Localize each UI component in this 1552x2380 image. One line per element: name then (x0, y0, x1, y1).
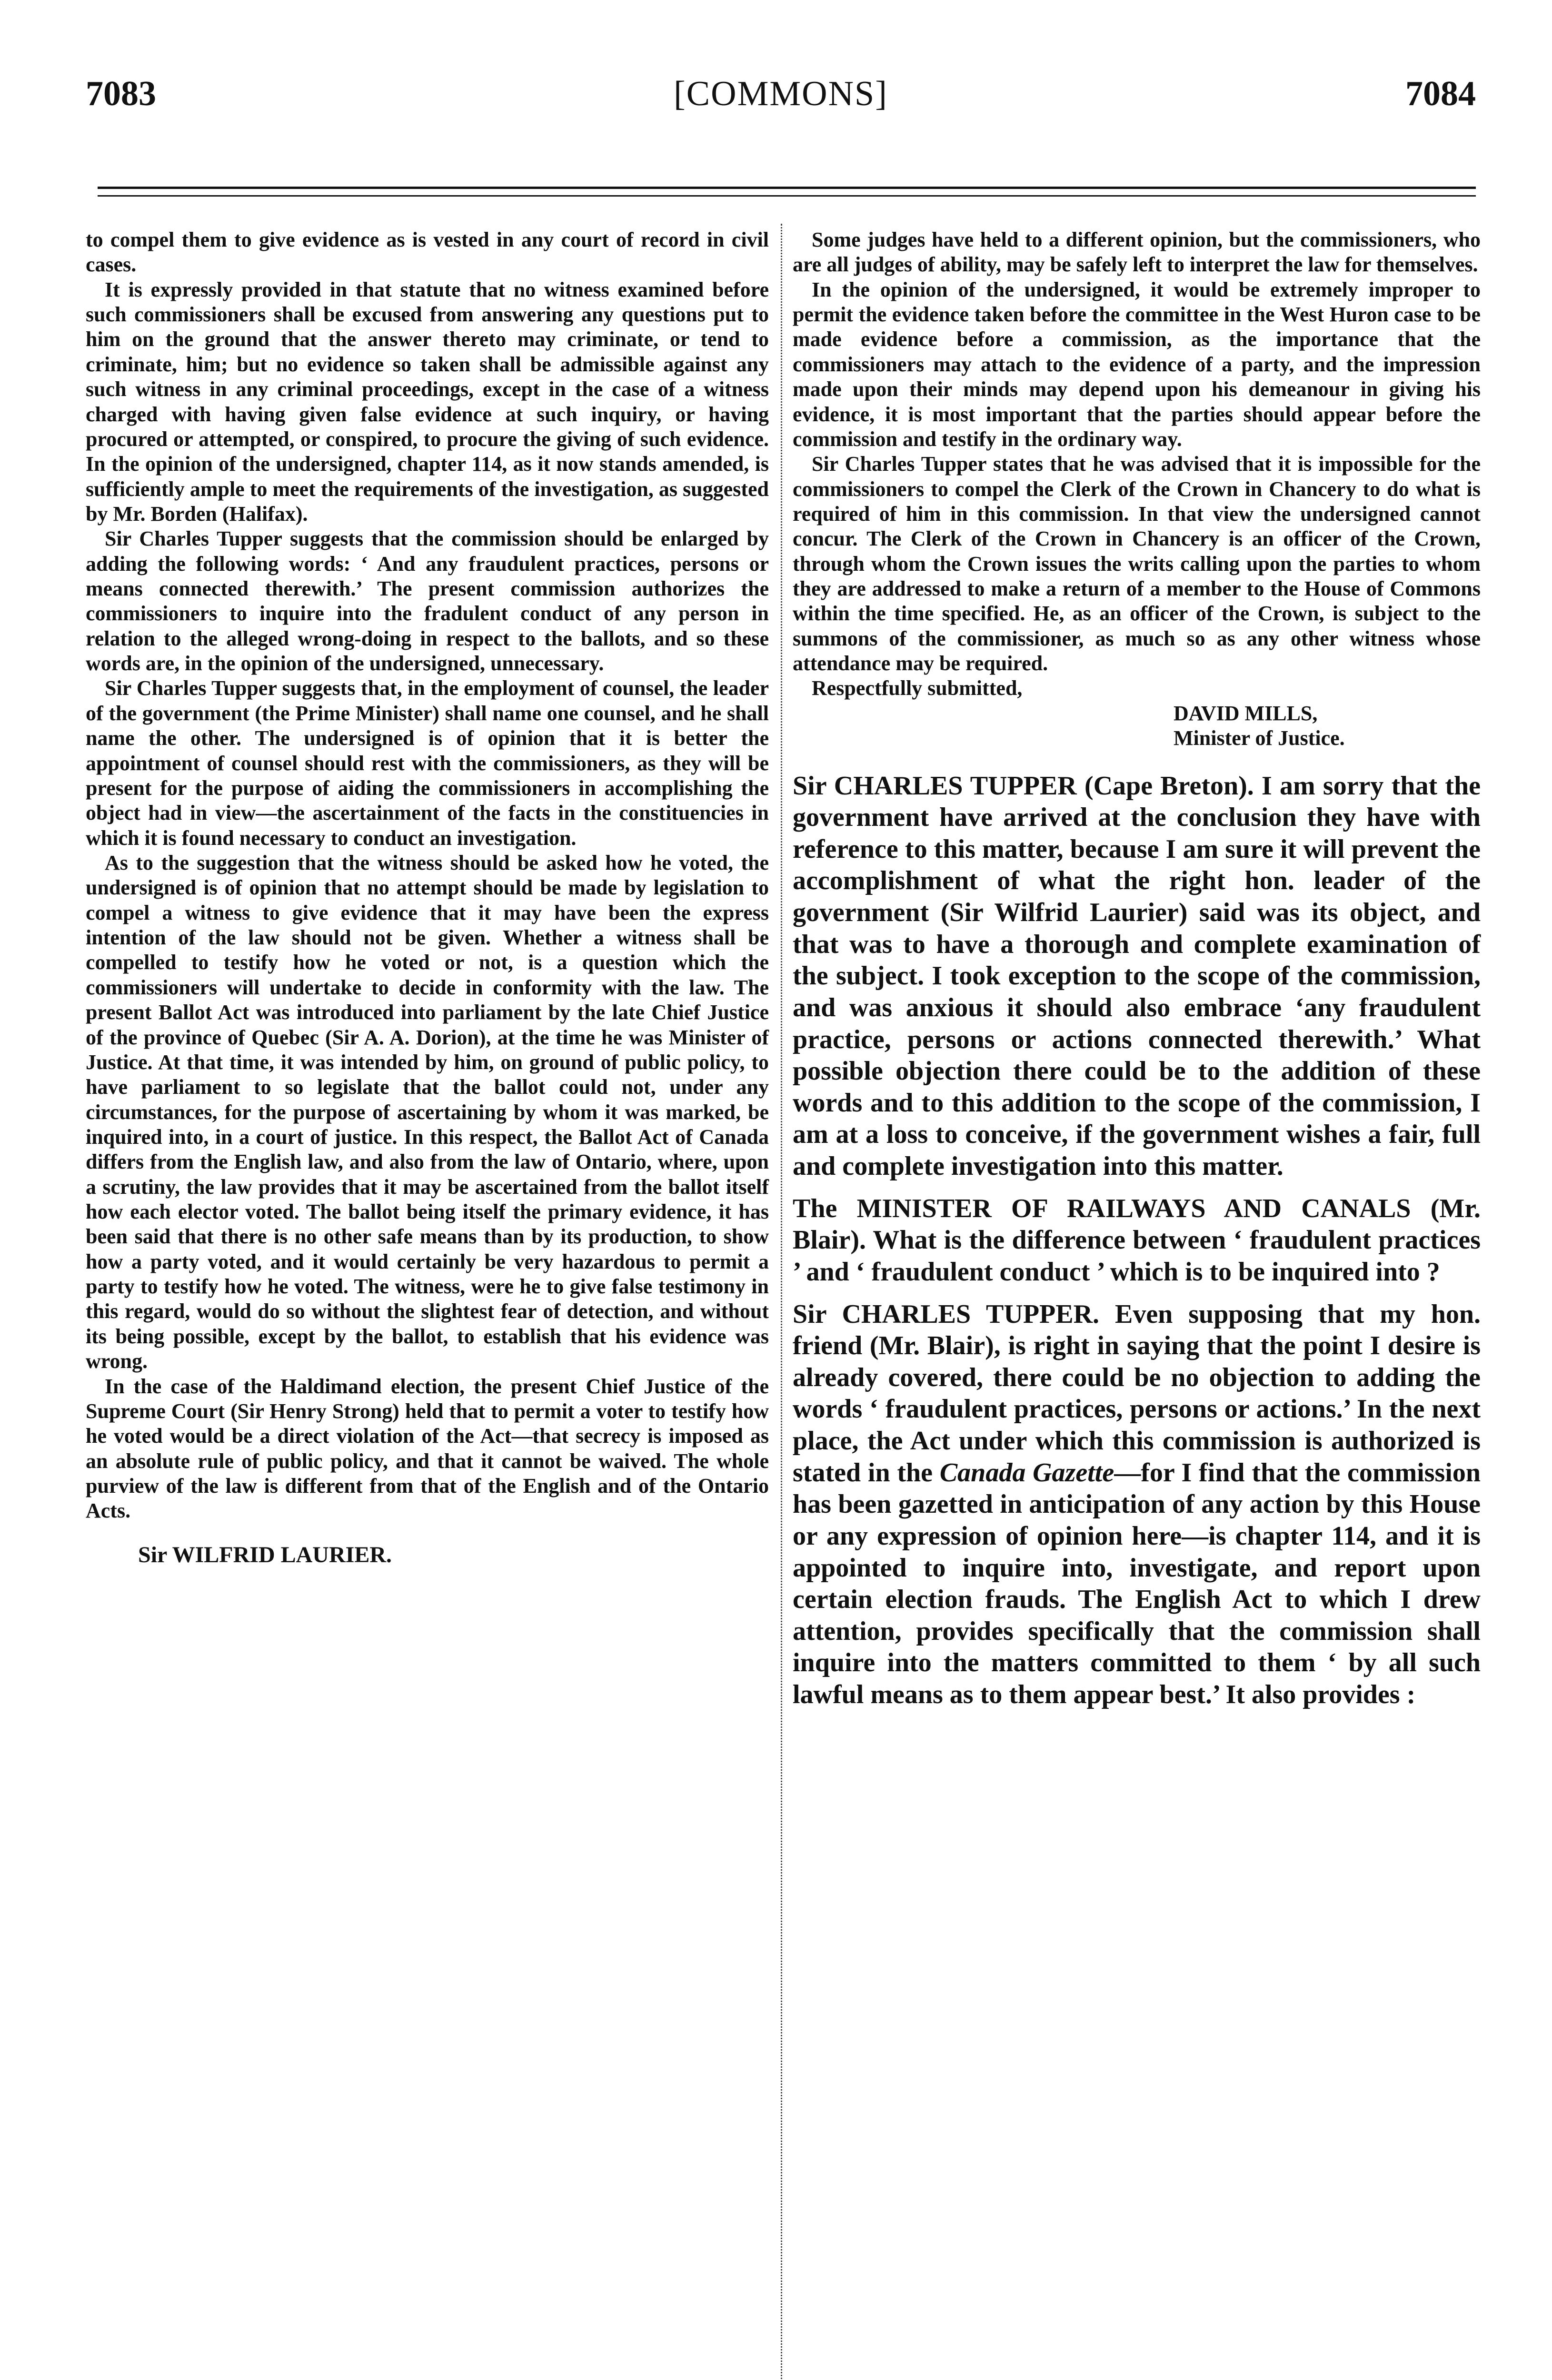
report-continuation (793, 228, 1481, 676)
speech-text: Even supposing that my hon. friend (Mr. Blair), is right in saying that the point I desire is already covered, there could be no objection to adding the words ‘ fraudulent practices, persons or actions.’ In the next place, the Act under which this commission is authorized is stated in the (793, 1299, 1481, 1488)
page-number-left: 7083 (86, 74, 156, 113)
left-column (86, 228, 769, 1568)
left-paragraph: to compel them to give evidence as is vested in any court of record in civil cases. (86, 228, 769, 277)
publication-title: Canada Gazette (939, 1458, 1114, 1488)
column-divider (781, 224, 782, 2380)
signature-block (793, 676, 1481, 751)
report-paragraph: In the opinion of the undersigned, it would be extremely improper to permit the evidence taken before the committee in the West Huron case to be made evidence before a commission, as the importance that the commissioners may attach to the evidence of a party, and the impression made upon their minds may depend upon his demeanour in giving his evidence, it is most important that the parties should appear before the commission and testify in the ordinary way. (793, 278, 1481, 451)
speech-text: What is the difference between ‘ fraudulent practices ’ and ‘ fraudulent conduct ’ which is to be inquired into ? (793, 1225, 1481, 1287)
page-header (86, 74, 1476, 131)
signer-title: Minister of Justice. (1174, 726, 1345, 750)
speaker-name: Sir WILFRID LAURIER. (138, 1542, 392, 1567)
signer-name: DAVID MILLS, (1174, 701, 1318, 725)
speaker-name: Sir CHARLES TUPPER (Cape Breton). (793, 771, 1254, 801)
speech (793, 770, 1481, 1182)
left-paragraph: Sir Charles Tupper suggests that, in the employment of counsel, the leader of the government (the Prime Minister) shall name one counsel, and he shall name the other. The undersigned is of opinion that it is better the appointment of counsel should rest with the commissioners, as they will be present for the purpose of aiding the commissioners in accomplishing the object had in view—the ascertainment of the facts in the constituencies in which it is found necessary to conduct an investigation. (86, 676, 769, 850)
debate-section (793, 770, 1481, 1711)
left-paragraph: As to the suggestion that the witness should be asked how he voted, the undersigned is of opinion that no attempt should be made by legislation to compel a witness to give evidence that it may have been the express intention of the law should not be given. Whether a witness shall be compelled to testify how he voted or not, is a question which the commissioners will undertake to decide in conformity with the law. The present Ballot Act was introduced into parliament by the late Chief Justice of the province of Quebec (Sir A. A. Dorion), at the time he was Minister of Justice. At that time, it was intended by him, on ground of public policy, to have parliament to so legislate that the ballot could not, under any circumstances, for the purpose of ascertaining by whom it was marked, be inquired into, in a court of justice. In this respect, the Ballot Act of Canada differs from the English law, and also from the law of Ontario, where, upon a scrutiny, the law provides that it may be ascertained from the ballot itself how each elector voted. The ballot being itself the primary evidence, it has been said that there is no other safe means than by its production, to show how a party voted, and it would certainly be very hazardous to permit a party to testify how he voted. The witness, were he to give false testimony in this regard, would do so without the slightest fear of detection, and without its being possible, except by the ballot, to establish that his evidence was wrong. (86, 851, 769, 1373)
signoff: Respectfully submitted, (812, 676, 1023, 700)
left-paragraph: It is expressly provided in that statute that no witness examined before such commissioners shall be excused from answering any questions put to him on the ground that the answer thereto may criminate, or tend to criminate, him; but no evidence so taken shall be admissible against any such witness in any criminal proceedings, except in the case of a witness charged with having given false evidence at such inquiry, or having procured or attempted, or conspired, to procure the giving of such evidence. In the opinion of the undersigned, chapter 114, as it now stands amended, is sufficiently ample to meet the requirements of the investigation, as suggested by Mr. Borden (Halifax). (86, 278, 769, 526)
right-column (793, 228, 1481, 1711)
left-paragraph: Sir Charles Tupper suggests that the commission should be enlarged by adding the following words: ‘ And any fraudulent practices, persons or means connected therewith.’ The present commission authorizes the commissioners to inquire into the fradulent conduct of any person in relation to the alleged wrong-doing in respect to the ballots, and so these words are, in the opinion of the undersigned, unnecessary. (86, 527, 769, 675)
speech (793, 1299, 1481, 1711)
speech (793, 1193, 1481, 1288)
speaker-name: The MINISTER OF RAILWAYS AND CANALS (Mr. Blair). (793, 1193, 1481, 1255)
header-rule (98, 187, 1476, 189)
speaker-name: Sir CHARLES TUPPER. (793, 1299, 1100, 1329)
report-paragraph: Sir Charles Tupper states that he was advised that it is impossible for the commissioners to compel the Clerk of the Crown in Chancery to do what is required of him in this commission. In that view the undersigned cannot concur. The Clerk of the Crown in Chancery is an officer of the Crown, through whom the Crown issues the writs calling upon the parties to whom they are addressed to make a return of a member to the House of Commons within the time specified. He, as an officer of the Crown, is subject to the summons of the commissioner, as much so as any other witness whose attendance may be required. (793, 452, 1481, 675)
running-title: [COMMONS] (674, 74, 888, 113)
header-rule-thin (98, 195, 1476, 197)
report-paragraph: Some judges have held to a different opinion, but the commissioners, who are all judges of ability, may be safely left to interpret the law for themselves. (793, 228, 1481, 277)
speech-text: I am sorry that the government have arrived at the conclusion they have with reference to this matter, because I am sure it will prevent the accomplishment of what the right hon. leader of the government (Sir Wilfrid Laurier) said was its object, and that was to have a thorough and complete examination of the subject. I took exception to the scope of the commission, and was anxious it should also embrace ‘any fraudulent practice, persons or actions connected therewith.’ What possible objection there could be to the addition of these words and to this addition to the scope of the commission, I am at a loss to conceive, if the government wishes a fair, full and complete investigation into this matter. (793, 771, 1481, 1181)
speech-text: —for I find that the commission has been gazetted in anticipation of any action by this House or any expression of opinion here—is chapter 114, and it is appointed to inquire into, investigate, and report upon certain election frauds. The English Act to which I drew attention, provides specifically that the commission shall inquire into the matters committed to them ‘ by all such lawful means as to them appear best.’ It also provides : (793, 1458, 1481, 1710)
page-number-right: 7084 (1405, 74, 1476, 113)
left-paragraph: In the case of the Haldimand election, the present Chief Justice of the Supreme Court (Sir Henry Strong) held that to permit a voter to testify how he voted would be a direct violation of the Act—that secrecy is imposed as an absolute rule of public policy, and that it cannot be waived. The whole purview of the law is different from that of the English and of the Ontario Acts. (86, 1374, 769, 1523)
